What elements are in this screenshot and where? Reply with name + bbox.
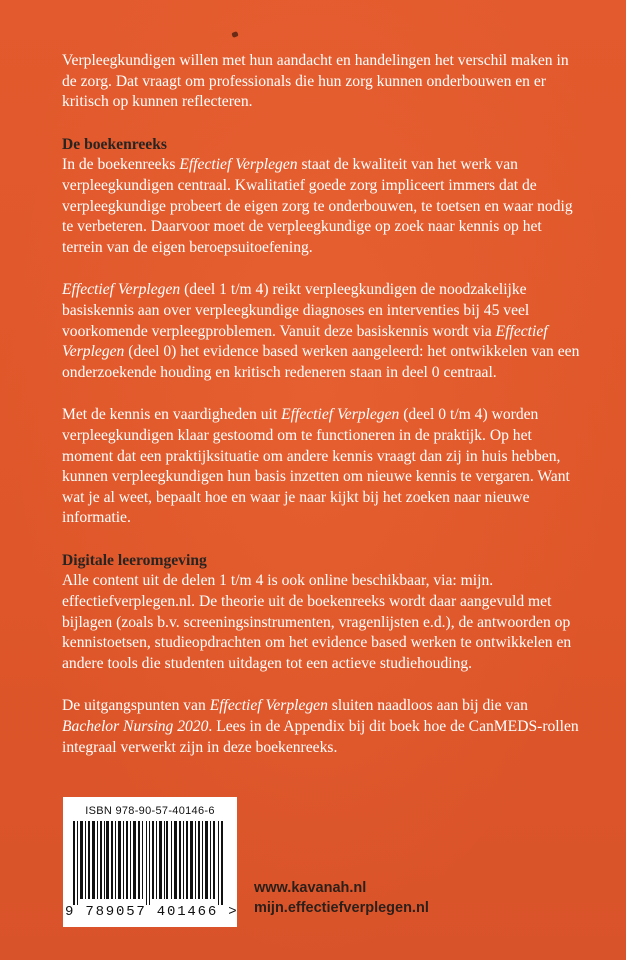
boekenreeks-paragraph-3: Met de kennis en vaardigheden uit Effectief Verplegen (deel 0 t/m 4) worden verpleegkundigen klaar gestoomd om te functioneren in de praktijk. Op het moment dat een praktijksituatie om andere kennis vraagt dan zij in huis hebben, kunnen verpleegkundigen hun basis inzetten om nieuwe kennis te vergaren. Want wat je al weet, bepaalt hoe en waar je naar kijkt bij het zoeken naar nieuwe informatie. [62, 406, 570, 527]
publisher-link[interactable]: www.kavanah.nl [254, 880, 367, 896]
isbn-label: ISBN 978-90-57-40146-6 [85, 805, 215, 817]
boekenreeks-paragraph-2: Effectief Verplegen (deel 1 t/m 4) reikt verpleegkundigen de noodzakelijke basiskennis aan over verpleegkundige diagnoses en interventies bij 45 veel voorkomende verpleegproblemen. Vanuit deze basiskennis wordt via Effectief Verplegen (deel 0) het evidence based werken aangeleerd: het ontwikkelen van een onderzoekende houding en kritisch redeneren staan in deel 0 centraal. [62, 281, 580, 381]
intro-paragraph: Verpleegkundigen willen met hun aandacht en handelingen het verschil maken in de zorg. Dat vraagt om professionals die hun zorg kunnen onderbouwen en er kritisch op kunnen reflecteren. [62, 52, 569, 111]
blurb [62, 51, 582, 758]
boekenreeks-paragraph-1: In de boekenreeks Effectief Verplegen staat de kwaliteit van het werk van verpleegkundigen centraal. Kwalitatief goede zorg impliceert immers dat de verpleegkundige probeert de eigen zorg te onderbouwen, te toetsen en waar nodig te verbeteren. Daarvoor moet de verpleegkundige op zoek naar kennis op het terrein van de eigen beroepsuitoefening. [62, 156, 573, 256]
isbn-barcode [63, 797, 237, 927]
website-links [254, 878, 429, 918]
leeromgeving-paragraph-2: De uitgangspunten van Effectief Verplegen sluiten naadloos aan bij die van Bachelor Nursing 2020. Lees in de Appendix bij dit boek hoe de CanMEDS-rollen integraal verwerkt zijn in deze boekenreeks. [62, 697, 579, 756]
cover-speck [231, 31, 238, 38]
online-platform-link[interactable]: mijn.effectiefverplegen.nl [254, 900, 429, 916]
section-heading-digitale-leeromgeving: Digitale leeromgeving [62, 551, 207, 569]
barcode-digits: 9 789057 401466 > [65, 904, 239, 920]
barcode-bars-icon [73, 821, 229, 905]
section-heading-boekenreeks: De boekenreeks [62, 135, 167, 153]
leeromgeving-paragraph-1: Alle content uit de delen 1 t/m 4 is ook online beschikbaar, via: mijn. effectiefverplegen.nl. De theorie uit de boekenreeks wordt daar aangevuld met bijlagen (zoals b.v. screeningsinstrumenten, vragenlijsten e.d.), de antwoorden op kennistoetsen, studieopdrachten om het evidence based werken te ontwikkelen en andere tools die studenten uitdagen tot een actieve studiehouding. [62, 572, 572, 672]
